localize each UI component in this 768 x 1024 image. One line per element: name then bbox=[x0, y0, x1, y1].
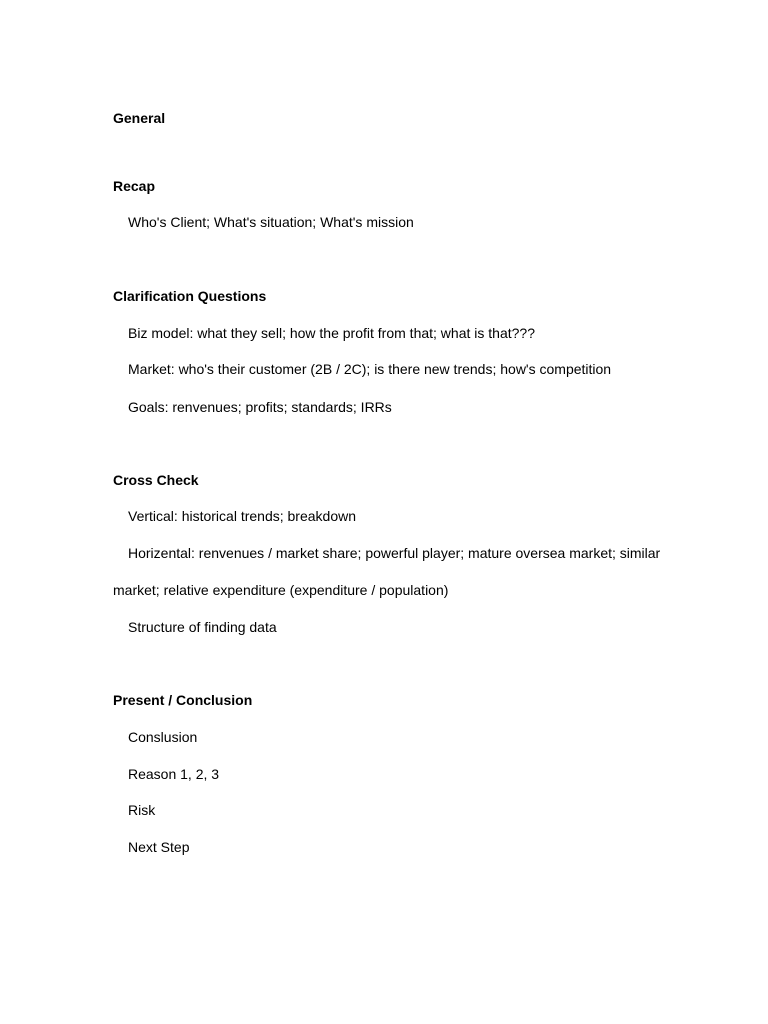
cross-check-heading: Cross Check bbox=[113, 472, 199, 488]
present-conclusion-heading: Present / Conclusion bbox=[113, 692, 253, 708]
recap-item: Who's Client; What's situation; What's mission bbox=[128, 214, 414, 230]
clarification-item-market: Market: who's their customer (2B / 2C); is there new trends; how's competition bbox=[128, 361, 612, 377]
cross-check-item-horizontal: Horizental: renvenues / market share; powerful player; mature oversea market; similar bbox=[128, 545, 661, 561]
present-item-reasons: Reason 1, 2, 3 bbox=[128, 766, 220, 782]
present-item-risk: Risk bbox=[128, 802, 156, 818]
cross-check-item-structure: Structure of finding data bbox=[128, 619, 277, 635]
clarification-heading: Clarification Questions bbox=[113, 288, 267, 304]
clarification-item-biz-model: Biz model: what they sell; how the profit from that; what is that??? bbox=[128, 325, 535, 341]
general-heading: General bbox=[113, 110, 166, 126]
present-item-next-step: Next Step bbox=[128, 839, 190, 855]
cross-check-item-vertical: Vertical: historical trends; breakdown bbox=[128, 508, 356, 524]
clarification-item-goals: Goals: renvenues; profits; standards; IRRs bbox=[128, 399, 392, 415]
cross-check-item-horizontal-continued: market; relative expenditure (expenditure / population) bbox=[113, 582, 449, 598]
recap-heading: Recap bbox=[113, 178, 156, 194]
present-item-conclusion: Conslusion bbox=[128, 729, 198, 745]
